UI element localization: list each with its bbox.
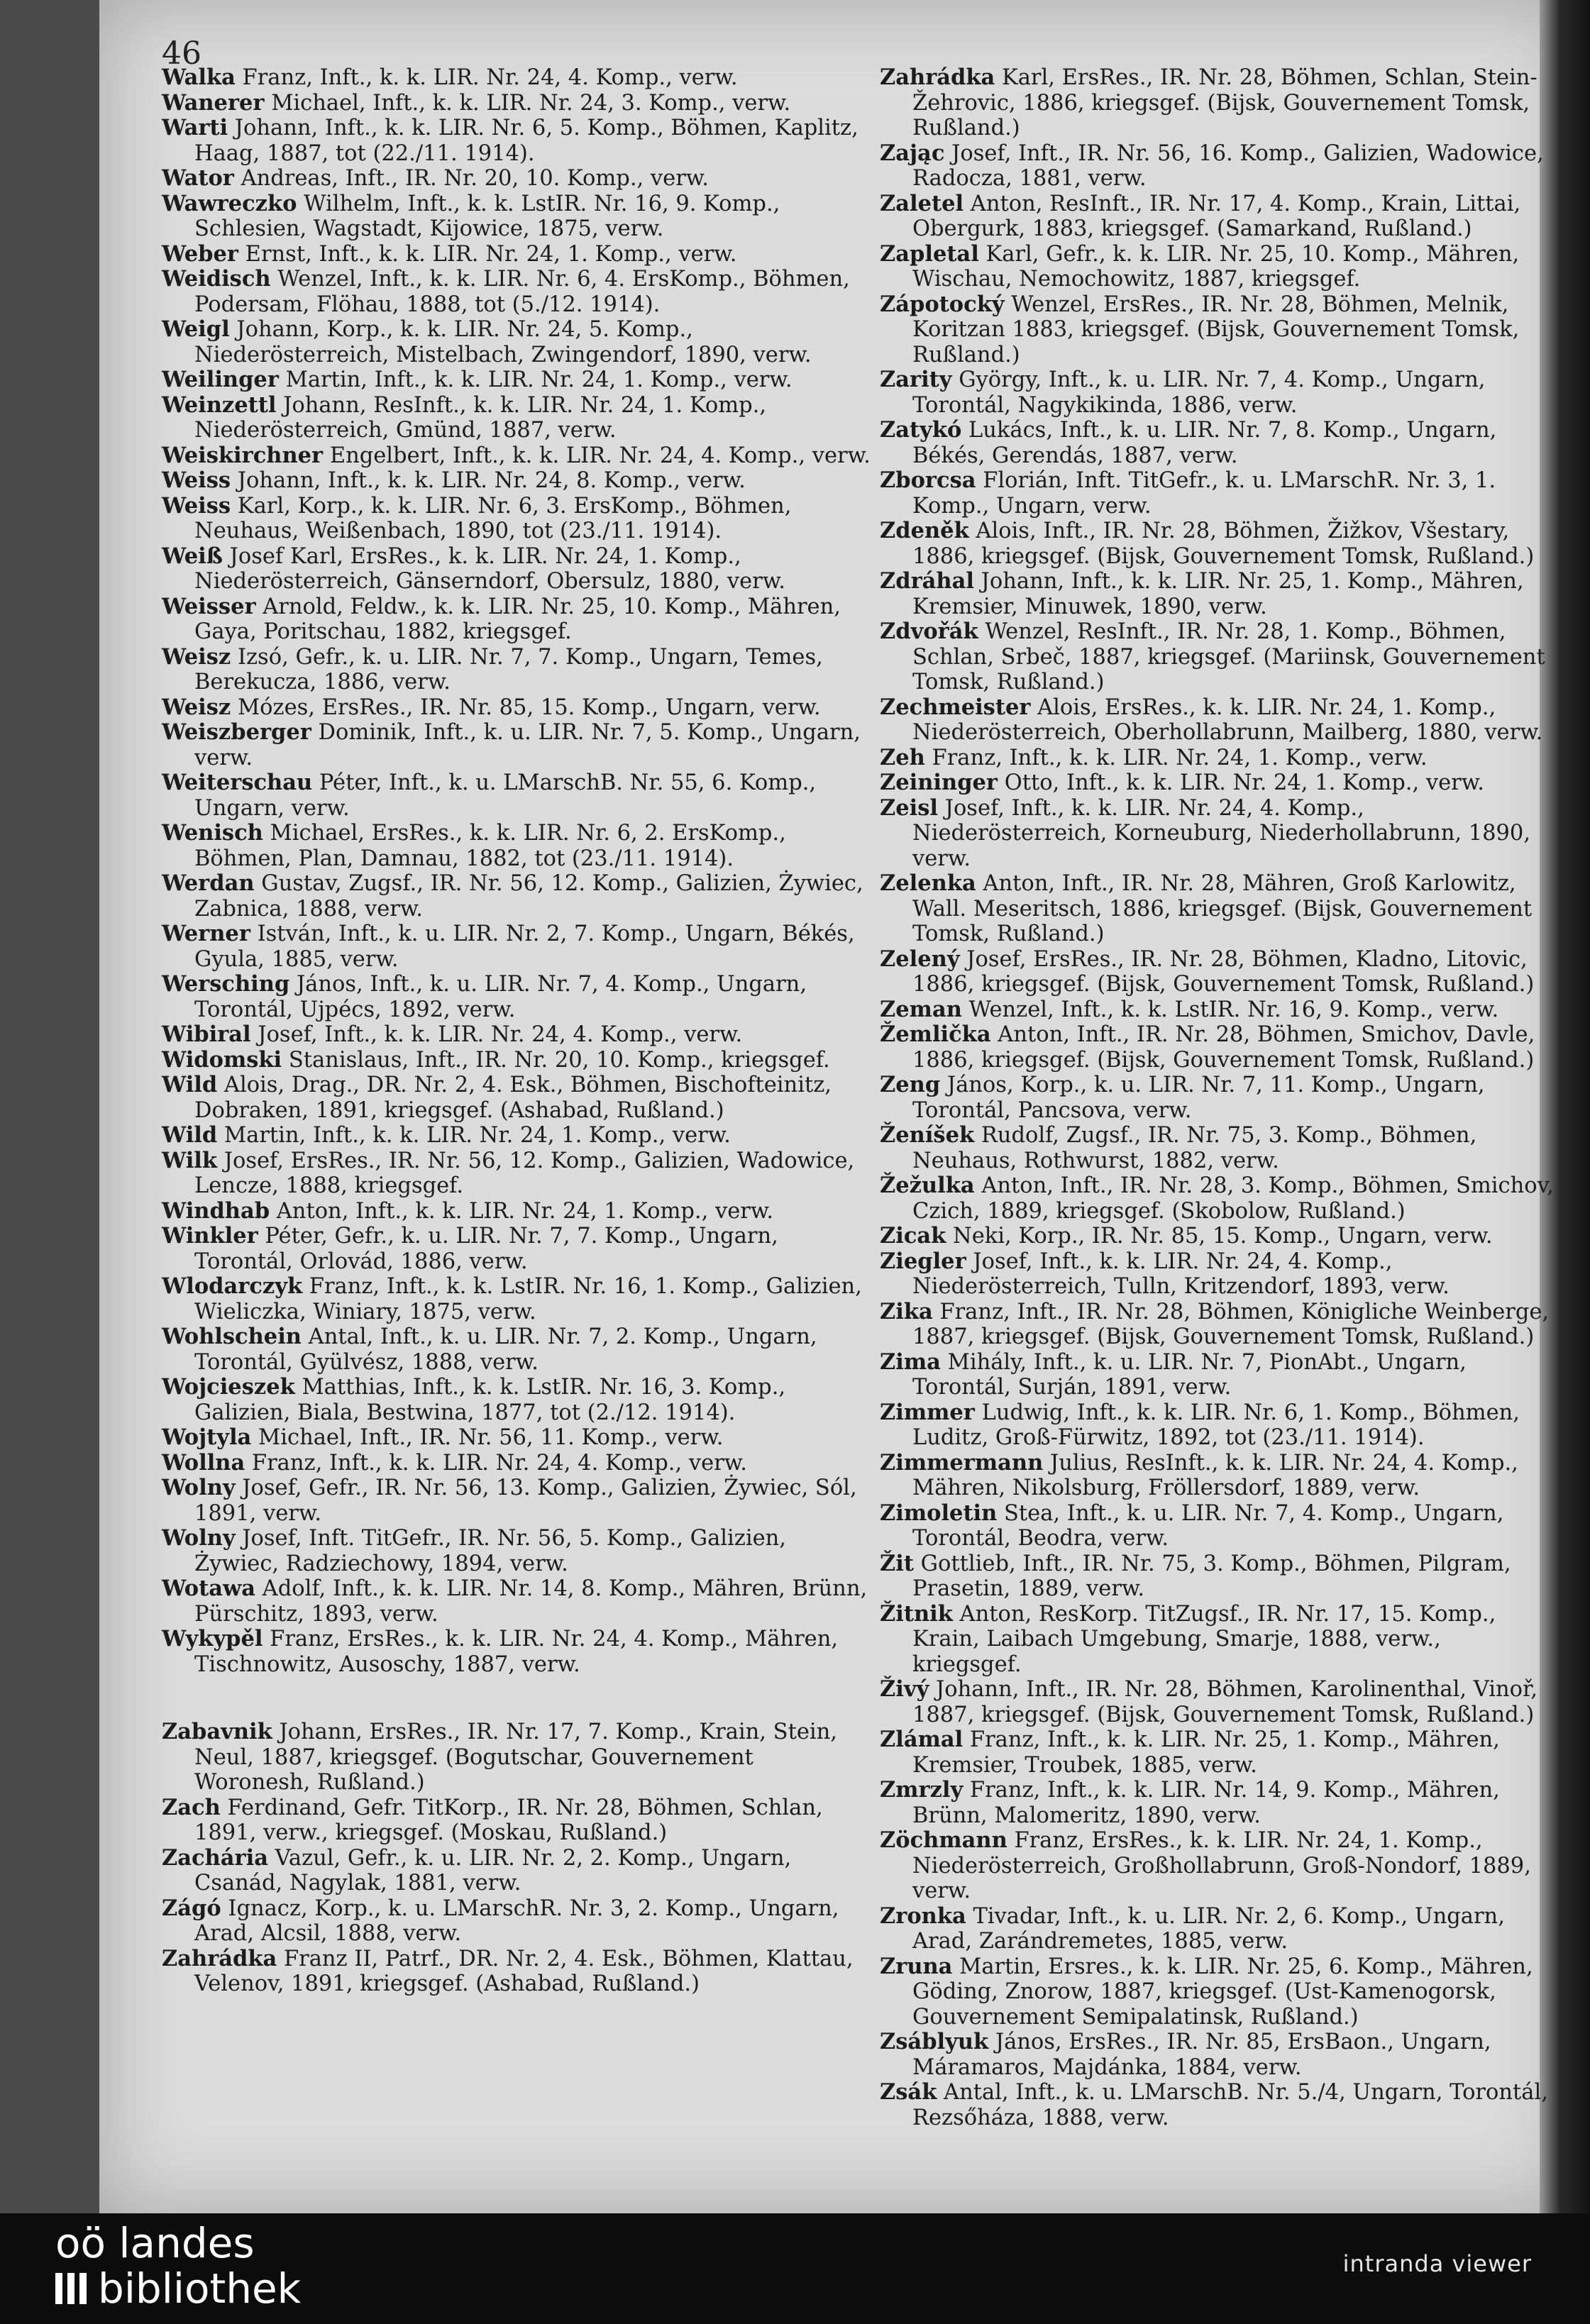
- register-entry: [162, 1274, 871, 1324]
- register-entry: [880, 1602, 1554, 1678]
- entry-details: Wilhelm, Inft., k. k. LstIR. Nr. 16, 9. Komp., Schlesien, Wagstadt, Kijowice, 1875, verw.: [194, 191, 780, 241]
- entry-details: Florián, Inft. TitGefr., k. u. LMarschR. Nr. 3, 1. Komp., Ungarn, verw.: [912, 468, 1496, 519]
- entry-details: Mózes, ErsRes., IR. Nr. 85, 15. Komp., Ungarn, verw.: [231, 695, 821, 720]
- entry-details: Izsó, Gefr., k. u. LIR. Nr. 7, 7. Komp., Ungarn, Temes, Berekucza, 1886, verw.: [194, 644, 823, 695]
- entry-surname: Žežulka: [880, 1173, 975, 1198]
- entry-surname: Zarity: [880, 367, 952, 392]
- entry-surname: Warti: [162, 115, 228, 140]
- register-entry: [162, 1324, 871, 1375]
- entry-surname: Zabavnik: [162, 1719, 272, 1744]
- register-entry: [162, 1149, 871, 1199]
- register-entry: [880, 1501, 1554, 1551]
- entry-surname: Zach: [162, 1794, 221, 1820]
- entry-details: Arnold, Feldw., k. k. LIR. Nr. 25, 10. Komp., Mähren, Gaya, Poritschau, 1882, kriegsgef.: [194, 594, 841, 644]
- register-entry: [880, 1022, 1554, 1073]
- entry-surname: Weiszberger: [162, 719, 311, 745]
- entry-surname: Zsáblyuk: [880, 2029, 989, 2054]
- entry-details: Anton, Inft., IR. Nr. 28, 3. Komp., Böhmen, Smichov, Czich, 1889, kriegsgef. (Skobolow, Rußland.): [912, 1173, 1554, 1224]
- entry-details: Alois, Inft., IR. Nr. 28, Böhmen, Žižkov, Všestary, 1886, kriegsgef. (Bijsk, Gouvernement Tomsk, Rußland.): [912, 519, 1535, 569]
- entry-details: Johann, ResInft., k. k. LIR. Nr. 24, 1. Komp., Niederösterreich, Gmünd, 1887, verw.: [194, 392, 767, 443]
- register-entry: [162, 1947, 871, 1997]
- entry-details: Johann, Inft., k. k. LIR. Nr. 6, 5. Komp., Böhmen, Kaplitz, Haag, 1887, tot (22./11. 1914).: [194, 116, 859, 166]
- register-entry: [162, 922, 871, 972]
- entry-surname: Zając: [880, 140, 945, 166]
- entry-details: János, ErsRes., IR. Nr. 85, ErsBaon., Ungarn, Máramaros, Majdánka, 1884, verw.: [912, 2030, 1491, 2080]
- entry-details: Lukács, Inft., k. u. LIR. Nr. 7, 8. Komp., Ungarn, Békés, Gerendás, 1887, verw.: [912, 418, 1497, 468]
- register-entry: [880, 2080, 1554, 2130]
- entry-surname: Wanerer: [162, 89, 265, 116]
- register-entry: [880, 1249, 1554, 1300]
- register-entry: [880, 1828, 1554, 1904]
- register-entry: [162, 443, 871, 469]
- register-entry: [162, 91, 871, 116]
- entry-surname: Zika: [880, 1298, 933, 1324]
- register-entry: [880, 1300, 1554, 1350]
- register-entry: [162, 1073, 871, 1123]
- register-entry: [880, 1551, 1554, 1602]
- entry-surname: Weiss: [162, 492, 231, 519]
- register-entry: [880, 1173, 1554, 1224]
- entry-details: Josef, ErsRes., IR. Nr. 56, 12. Komp., Galizien, Wadowice, Lencze, 1888, kriegsgef.: [194, 1148, 855, 1198]
- register-entry: [880, 367, 1554, 418]
- entry-surname: Wilk: [162, 1147, 218, 1173]
- entry-details: Ferdinand, Gefr. TitKorp., IR. Nr. 28, Böhmen, Schlan, 1891, verw., kriegsgef. (Moskau, Rußland.): [194, 1795, 823, 1845]
- register-entry: [880, 619, 1554, 695]
- entry-details: Anton, Inft., IR. Nr. 28, Böhmen, Smichov, Davle, 1886, kriegsgef. (Bijsk, Gouvernement Tomsk, Rußland.): [912, 1022, 1535, 1073]
- entry-details: Josef, Inft., IR. Nr. 56, 16. Komp., Galizien, Wadowice, Radocza, 1881, verw.: [912, 140, 1544, 191]
- entry-surname: Wolny: [162, 1475, 236, 1500]
- entry-surname: Zapletal: [880, 240, 979, 267]
- entry-details: Franz, Inft., k. k. LstIR. Nr. 16, 1. Komp., Galizien, Wieliczka, Winiary, 1875, verw.: [194, 1274, 862, 1324]
- register-entry: [880, 695, 1554, 746]
- entry-surname: Werdan: [162, 870, 255, 896]
- entry-surname: Weilinger: [162, 367, 279, 392]
- entry-surname: Wator: [162, 165, 234, 191]
- entry-details: Vazul, Gefr., k. u. LIR. Nr. 2, 2. Komp., Ungarn, Csanád, Nagylak, 1881, verw.: [194, 1845, 792, 1896]
- register-entry: [162, 393, 871, 443]
- entry-details: Josef, Inft., k. k. LIR. Nr. 24, 4. Komp., Niederösterreich, Korneuburg, Niederhollabrunn, 1890, verw.: [912, 795, 1531, 871]
- entry-details: János, Inft., k. u. LIR. Nr. 7, 4. Komp., Ungarn, Torontál, Ujpécs, 1892, verw.: [194, 972, 807, 1022]
- register-entry: [162, 1720, 871, 1795]
- register-entry: [162, 116, 871, 166]
- entry-details: János, Korp., k. u. LIR. Nr. 7, 11. Komp., Ungarn, Torontál, Pancsova, verw.: [912, 1073, 1485, 1123]
- register-entry: [162, 821, 871, 871]
- entry-surname: Wersching: [162, 971, 290, 997]
- register-entry: [162, 1224, 871, 1274]
- register-entry: [162, 1627, 871, 1677]
- register-entry: [880, 65, 1554, 141]
- register-entry: [880, 871, 1554, 947]
- entry-details: Josef, ErsRes., IR. Nr. 28, Böhmen, Kladno, Litovic, 1886, kriegsgef. (Bijsk, Gouvernement Tomsk, Rußland.): [912, 946, 1535, 997]
- register-entry: [162, 267, 871, 317]
- entry-details: Josef, Inft., k. k. LIR. Nr. 24, 4. Komp., verw.: [250, 1022, 743, 1047]
- entry-details: Johann, Inft., IR. Nr. 28, Böhmen, Karolinenthal, Vinoř, 1887, kriegsgef. (Bijsk, Gouvernement Tomsk, Rußland.): [912, 1677, 1537, 1727]
- register-entry: [880, 1451, 1554, 1501]
- entry-surname: Zsák: [880, 2079, 937, 2105]
- entry-surname: Zdráhal: [880, 568, 974, 594]
- entry-details: Franz, Inft., k. k. LIR. Nr. 24, 1. Komp., verw.: [924, 745, 1428, 770]
- entry-surname: Zápotocký: [880, 291, 1005, 317]
- entry-surname: Zima: [880, 1349, 941, 1375]
- register-entry: [880, 1727, 1554, 1778]
- entry-surname: Wild: [162, 1072, 218, 1097]
- entry-surname: Zaletel: [880, 190, 964, 216]
- register-entry: [880, 796, 1554, 872]
- entry-details: Johann, Korp., k. k. LIR. Nr. 24, 5. Komp., Niederösterreich, Mistelbach, Zwingendorf, 1890, verw.: [194, 317, 812, 367]
- entry-surname: Zeininger: [880, 770, 998, 795]
- register-entry: [880, 468, 1554, 519]
- register-entry: [162, 1896, 871, 1947]
- register-entry: [162, 695, 871, 721]
- register-entry: [880, 1400, 1554, 1451]
- entry-details: Anton, Inft., k. k. LIR. Nr. 24, 1. Komp., verw.: [270, 1198, 774, 1224]
- register-entry: [880, 947, 1554, 997]
- entry-surname: Weiss: [162, 467, 231, 493]
- entry-surname: Weigl: [162, 316, 230, 342]
- register-entry: [162, 494, 871, 544]
- entry-surname: Zlámal: [880, 1727, 964, 1752]
- entry-surname: Zachária: [162, 1844, 268, 1871]
- entry-surname: Zborcsa: [880, 467, 976, 493]
- entry-surname: Weiß: [162, 543, 223, 569]
- entry-details: Matthias, Inft., k. k. LstIR. Nr. 16, 3. Komp., Galizien, Biala, Bestwina, 1877, tot (2./12. 1914).: [194, 1375, 786, 1425]
- register-entry: [880, 1954, 1554, 2030]
- entry-details: Michael, Inft., IR. Nr. 56, 11. Komp., verw.: [251, 1425, 724, 1450]
- register-entry: [162, 1048, 871, 1073]
- entry-surname: Zahrádka: [880, 65, 995, 90]
- entry-details: Karl, Gefr., k. k. LIR. Nr. 25, 10. Komp., Mähren, Wischau, Nemochowitz, 1887, kriegsgef.: [912, 241, 1520, 292]
- entry-details: Wenzel, Inft., k. k. LstIR. Nr. 16, 9. Komp., verw.: [961, 997, 1499, 1022]
- entry-details: Wenzel, ErsRes., IR. Nr. 28, Böhmen, Melnik, Koritzan 1883, kriegsgef. (Bijsk, Gouvernement Tomsk, Rußland.): [912, 292, 1520, 367]
- entry-surname: Wild: [162, 1122, 218, 1148]
- register-entry: [880, 1073, 1554, 1123]
- entry-surname: Wykypěl: [162, 1626, 263, 1651]
- entry-details: Michael, Inft., k. k. LIR. Nr. 24, 3. Komp., verw.: [264, 90, 791, 116]
- entry-details: Antal, Inft., k. u. LIR. Nr. 7, 2. Komp., Ungarn, Torontál, Gyülvész, 1888, verw.: [194, 1324, 817, 1375]
- register-entry: [162, 720, 871, 770]
- library-logo[interactable]: [55, 2220, 301, 2311]
- register-entry: [162, 972, 871, 1022]
- entry-details: Péter, Gefr., k. u. LIR. Nr. 7, 7. Komp., Ungarn, Torontál, Orlovád, 1886, verw.: [194, 1224, 778, 1274]
- entry-surname: Ziegler: [880, 1248, 966, 1274]
- entry-surname: Windhab: [162, 1197, 270, 1224]
- entry-details: Ernst, Inft., k. k. LIR. Nr. 24, 1. Komp., verw.: [238, 241, 737, 267]
- register-entry: [880, 192, 1554, 242]
- entry-surname: Zmrzly: [880, 1777, 964, 1803]
- entry-details: György, Inft., k. u. LIR. Nr. 7, 4. Komp., Ungarn, Torontál, Nagykikinda, 1886, verw.: [912, 367, 1486, 418]
- entry-surname: Ženíšek: [880, 1122, 975, 1148]
- entry-surname: Widomski: [162, 1046, 282, 1073]
- register-entry: [162, 1526, 871, 1576]
- register-entry: [162, 1846, 871, 1896]
- register-entry: [162, 1476, 871, 1526]
- register-entry: [162, 770, 871, 821]
- register-entry: [880, 418, 1554, 468]
- entry-surname: Zeng: [880, 1072, 941, 1097]
- entry-surname: Zöchmann: [880, 1827, 1007, 1853]
- entry-details: Karl, ErsRes., IR. Nr. 28, Böhmen, Schlan, Stein-Žehrovic, 1886, kriegsgef. (Bijsk, Gouvernement Tomsk, Rußland.): [912, 65, 1537, 140]
- logo-line-1: oö landes: [55, 2219, 255, 2267]
- entry-surname: Zahrádka: [162, 1945, 277, 1971]
- register-entry: [162, 871, 871, 922]
- entry-details: Wenzel, Inft., k. k. LIR. Nr. 6, 4. ErsKomp., Böhmen, Podersam, Flöhau, 1888, tot (5./12. 1914).: [194, 267, 850, 317]
- entry-details: Franz, ErsRes., k. k. LIR. Nr. 24, 4. Komp., Mähren, Tischnowitz, Ausoschy, 1887, verw.: [194, 1627, 839, 1677]
- entry-surname: Zruna: [880, 1953, 953, 1979]
- register-entry: [880, 519, 1554, 569]
- left-column: [162, 65, 871, 1997]
- entry-surname: Zicak: [880, 1223, 946, 1249]
- register-entry: [162, 1576, 871, 1627]
- entry-details: Otto, Inft., k. k. LIR. Nr. 24, 1. Komp., verw.: [998, 770, 1484, 795]
- entry-details: István, Inft., k. u. LIR. Nr. 2, 7. Komp., Ungarn, Békés, Gyula, 1885, verw.: [194, 922, 855, 972]
- entry-details: Franz, Inft., k. k. LIR. Nr. 24, 4. Komp., verw.: [235, 65, 738, 90]
- entry-details: Gustav, Zugsf., IR. Nr. 56, 12. Komp., Galizien, Żywiec, Zabnica, 1888, verw.: [194, 871, 863, 922]
- entry-surname: Weisz: [162, 694, 231, 720]
- entry-surname: Weisz: [162, 643, 231, 670]
- entry-details: Johann, Inft., k. k. LIR. Nr. 24, 8. Komp., verw.: [231, 468, 746, 493]
- register-entry: [162, 1795, 871, 1846]
- register-entry: [162, 468, 871, 494]
- entry-details: Josef, Inft. TitGefr., IR. Nr. 56, 5. Komp., Galizien, Żywiec, Radziechowy, 1894, verw.: [194, 1526, 787, 1576]
- entry-details: Stea, Inft., k. u. LIR. Nr. 7, 4. Komp., Ungarn, Torontál, Beodra, verw.: [912, 1500, 1504, 1551]
- register-entry: [880, 1350, 1554, 1400]
- register-entry: [162, 1425, 871, 1451]
- entry-surname: Wotawa: [162, 1576, 255, 1601]
- entry-surname: Zdeněk: [880, 518, 969, 543]
- page-number: 46: [162, 35, 201, 72]
- entry-details: Gottlieb, Inft., IR. Nr. 75, 3. Komp., Böhmen, Pilgram, Prasetin, 1889, verw.: [912, 1551, 1511, 1601]
- entry-details: Martin, Ersres., k. k. LIR. Nr. 25, 6. Komp., Mähren, Göding, Znorow, 1887, kriegsgef. (Ust-Kamenogorsk, Gouvernement Semipalatinsk, Rußland.): [912, 1954, 1533, 2030]
- entry-surname: Walka: [162, 65, 236, 90]
- entry-details: Engelbert, Inft., k. k. LIR. Nr. 24, 4. Komp., verw.: [323, 443, 871, 468]
- register-entry: [880, 141, 1554, 192]
- entry-details: Michael, ErsRes., k. k. LIR. Nr. 6, 2. ErsKomp., Böhmen, Plan, Damnau, 1882, tot (23./11. 1914).: [194, 821, 786, 871]
- entry-surname: Zdvořák: [880, 619, 978, 644]
- entry-surname: Zeh: [880, 744, 925, 770]
- register-entry: [880, 569, 1554, 619]
- entry-surname: Žit: [880, 1550, 914, 1576]
- entry-surname: Zechmeister: [880, 694, 1031, 720]
- entry-details: Martin, Inft., k. k. LIR. Nr. 24, 1. Komp., verw.: [278, 367, 793, 392]
- register-entry: [880, 1677, 1554, 1727]
- register-entry: [162, 1123, 871, 1149]
- entry-details: Neki, Korp., IR. Nr. 85, 15. Komp., Ungarn, verw.: [946, 1224, 1493, 1249]
- entry-surname: Weiterschau: [162, 770, 313, 795]
- entry-surname: Zelenka: [880, 870, 976, 896]
- entry-details: Franz, Inft., k. k. LIR. Nr. 24, 4. Komp., verw.: [245, 1450, 747, 1476]
- entry-surname: Wawreczko: [162, 190, 297, 216]
- entry-details: Anton, ResInft., IR. Nr. 17, 4. Komp., Krain, Littai, Obergurk, 1883, kriegsgef. (Samarkand, Rußland.): [912, 191, 1521, 241]
- register-entry: [162, 1375, 871, 1425]
- entry-surname: Zimoletin: [880, 1500, 998, 1526]
- register-entry: [162, 192, 871, 242]
- entry-details: Johann, ErsRes., IR. Nr. 17, 7. Komp., Krain, Stein, Neul, 1887, kriegsgef. (Bogutschar, Gouvernement Woronesh, Rußland.): [194, 1720, 837, 1795]
- entry-surname: Zimmer: [880, 1399, 975, 1425]
- register-entry: [162, 242, 871, 267]
- register-entry: [880, 997, 1554, 1023]
- entry-surname: Zeman: [880, 996, 962, 1022]
- entry-surname: Wolny: [162, 1525, 236, 1551]
- entry-details: Anton, Inft., IR. Nr. 28, Mähren, Groß Karlowitz, Wall. Meseritsch, 1886, kriegsgef. (Bijsk, Gouvernement Tomsk, Rußland.): [912, 871, 1533, 946]
- register-entry: [880, 1904, 1554, 1954]
- entry-details: Antal, Inft., k. u. LMarschB. Nr. 5./4, Ungarn, Torontál, Rezsőháza, 1888, verw.: [912, 2080, 1548, 2130]
- register-entry: [162, 1199, 871, 1224]
- entry-surname: Winkler: [162, 1223, 258, 1249]
- entry-surname: Wlodarczyk: [162, 1273, 303, 1299]
- entry-surname: Wenisch: [162, 820, 263, 846]
- entry-details: Karl, Korp., k. k. LIR. Nr. 6, 3. ErsKomp., Böhmen, Neuhaus, Weißenbach, 1890, tot (23./11. 1914).: [194, 493, 792, 543]
- entry-details: Wenzel, ResInft., IR. Nr. 28, 1. Komp., Böhmen, Schlan, Srbeč, 1887, kriegsgef. (Mariinsk, Gouvernement Tomsk, Rußland.): [912, 619, 1545, 695]
- entry-surname: Wibiral: [162, 1022, 251, 1047]
- entry-details: Mihály, Inft., k. u. LIR. Nr. 7, PionAbt., Ungarn, Torontál, Surján, 1891, verw.: [912, 1349, 1467, 1400]
- register-entry: [162, 1451, 871, 1476]
- register-entry: [162, 645, 871, 695]
- entry-details: Ignacz, Korp., k. u. LMarschR. Nr. 3, 2. Komp., Ungarn, Arad, Alcsil, 1888, verw.: [194, 1896, 839, 1946]
- entry-surname: Živý: [880, 1676, 929, 1702]
- entry-surname: Wohlschein: [162, 1324, 302, 1349]
- register-entry: [162, 166, 871, 192]
- register-entry: [162, 367, 871, 393]
- entry-surname: Weidisch: [162, 266, 271, 292]
- section-gap: [162, 1677, 871, 1720]
- entry-surname: Zronka: [880, 1903, 966, 1929]
- register-entry: [162, 1022, 871, 1048]
- entry-details: Franz, Inft., IR. Nr. 28, Böhmen, Königliche Weinberge, 1887, kriegsgef. (Bijsk, Gouvernement Tomsk, Rußland.): [912, 1299, 1550, 1349]
- entry-details: Rudolf, Zugsf., IR. Nr. 75, 3. Komp., Böhmen, Neuhaus, Rothwurst, 1882, verw.: [912, 1123, 1477, 1173]
- entry-details: Josef, Inft., k. k. LIR. Nr. 24, 4. Komp., Niederösterreich, Tulln, Kritzendorf, 1893, verw.: [912, 1249, 1450, 1299]
- entry-details: Adolf, Inft., k. k. LIR. Nr. 14, 8. Komp., Mähren, Brünn, Pürschitz, 1893, verw.: [194, 1576, 868, 1627]
- entry-surname: Weisser: [162, 593, 256, 619]
- entry-surname: Wojcieszek: [162, 1374, 295, 1400]
- right-column: [880, 65, 1554, 2130]
- entry-details: Alois, ErsRes., k. k. LIR. Nr. 24, 1. Komp., Niederösterreich, Oberhollabrunn, Mailberg, 1880, verw.: [912, 695, 1543, 745]
- entry-details: Tivadar, Inft., k. u. LIR. Nr. 2, 6. Komp., Ungarn, Arad, Zarándremetes, 1885, verw.: [912, 1903, 1505, 1954]
- logo-bars-icon: [55, 2273, 89, 2304]
- entry-details: Martin, Inft., k. k. LIR. Nr. 24, 1. Komp., verw.: [217, 1123, 731, 1148]
- entry-surname: Weber: [162, 240, 238, 267]
- entry-surname: Zeisl: [880, 795, 939, 821]
- entry-details: Julius, ResInft., k. k. LIR. Nr. 24, 4. Komp., Mähren, Nikolsburg, Fröllersdorf, 1889, verw.: [912, 1450, 1518, 1500]
- register-entry: [880, 1224, 1554, 1249]
- entry-details: Alois, Drag., DR. Nr. 2, 4. Esk., Böhmen, Bischofteinitz, Dobraken, 1891, kriegsgef. (Ashabad, Rußland.): [194, 1073, 832, 1123]
- entry-details: Péter, Inft., k. u. LMarschB. Nr. 55, 6. Komp., Ungarn, verw.: [194, 770, 817, 821]
- entry-details: Franz, Inft., k. k. LIR. Nr. 14, 9. Komp., Mähren, Brünn, Malomeritz, 1890, verw.: [912, 1778, 1500, 1828]
- register-entry: [880, 2030, 1554, 2080]
- register-entry: [162, 594, 871, 645]
- entry-details: Franz, Inft., k. k. LIR. Nr. 25, 1. Komp., Mähren, Kremsier, Troubek, 1885, verw.: [912, 1727, 1500, 1778]
- entry-details: Dominik, Inft., k. u. LIR. Nr. 7, 5. Komp., Ungarn, verw.: [194, 720, 861, 770]
- entry-surname: Weinzettl: [162, 392, 277, 418]
- entry-surname: Weiskirchner: [162, 442, 324, 468]
- logo-line-2: bibliothek: [98, 2264, 302, 2313]
- entry-surname: Žitnik: [880, 1600, 953, 1627]
- entry-details: Josef, Gefr., IR. Nr. 56, 13. Komp., Galizien, Żywiec, Sól, 1891, verw.: [194, 1476, 857, 1526]
- entry-details: Franz II, Patrf., DR. Nr. 2, 4. Esk., Böhmen, Klattau, Velenov, 1891, kriegsgef. (Ashabad, Rußland.): [194, 1946, 854, 1996]
- viewer-brand-label: intranda viewer: [1342, 2250, 1532, 2277]
- entry-details: Franz, ErsRes., k. k. LIR. Nr. 24, 1. Komp., Niederösterreich, Großhollabrunn, Groß-Nondorf, 1889, verw.: [912, 1828, 1531, 1903]
- register-entry: [880, 770, 1554, 796]
- register-entry: [162, 544, 871, 594]
- entry-surname: Werner: [162, 921, 250, 946]
- entry-details: Stanislaus, Inft., IR. Nr. 20, 10. Komp., kriegsgef.: [282, 1047, 830, 1073]
- entry-details: Ludwig, Inft., k. k. LIR. Nr. 6, 1. Komp., Böhmen, Luditz, Groß-Fürwitz, 1892, tot (23./11. 1914).: [912, 1400, 1520, 1450]
- entry-surname: Zatykó: [880, 417, 962, 443]
- register-entry: [162, 317, 871, 367]
- register-entry: [880, 1123, 1554, 1173]
- entry-surname: Zelený: [880, 946, 960, 972]
- register-entry: [880, 746, 1554, 771]
- entry-details: Andreas, Inft., IR. Nr. 20, 10. Komp., verw.: [233, 166, 709, 191]
- register-entry: [880, 1778, 1554, 1828]
- register-entry: [162, 65, 871, 91]
- entry-surname: Zimmermann: [880, 1449, 1044, 1476]
- register-entry: [880, 242, 1554, 292]
- entry-surname: Wollna: [162, 1449, 245, 1476]
- entry-surname: Zágó: [162, 1895, 221, 1921]
- entry-details: Johann, Inft., k. k. LIR. Nr. 25, 1. Komp., Mähren, Kremsier, Minuwek, 1890, verw.: [912, 569, 1524, 619]
- entry-surname: Wojtyla: [162, 1424, 252, 1450]
- register-entry: [880, 292, 1554, 368]
- entry-surname: Žemlička: [880, 1022, 991, 1047]
- entry-details: Josef Karl, ErsRes., k. k. LIR. Nr. 24, 1. Komp., Niederösterreich, Gänserndorf, Obersulz, 1880, verw.: [194, 543, 785, 594]
- entry-details: Anton, ResKorp. TitZugsf., IR. Nr. 17, 15. Komp., Krain, Laibach Umgebung, Smarje, 1888, verw., kriegsgef.: [912, 1601, 1496, 1677]
